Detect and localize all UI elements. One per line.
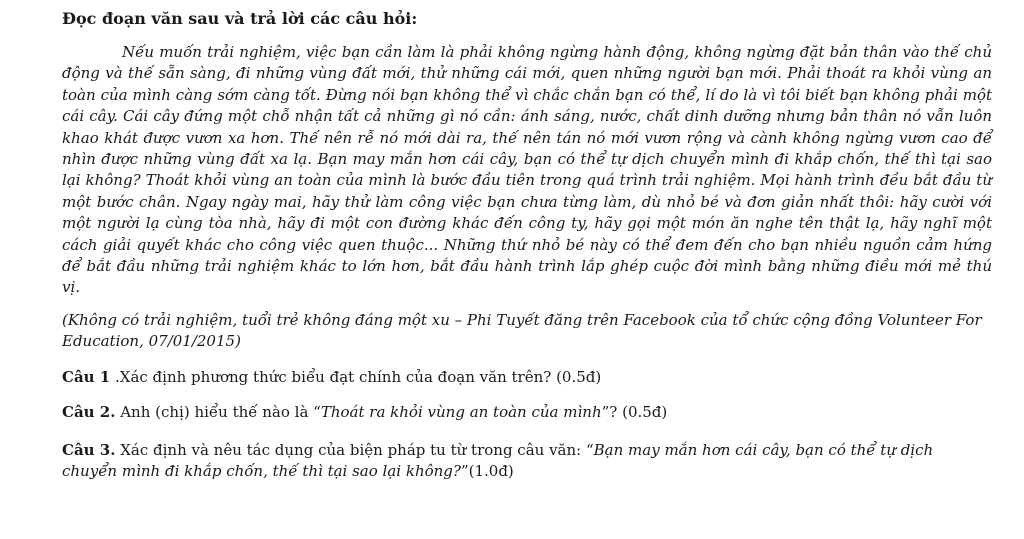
question-2-text-after: ”? (0.5đ) xyxy=(601,403,668,422)
question-2-text-before: Anh (chị) hiểu thế nào là “ xyxy=(115,403,321,422)
question-2-label: Câu 2. xyxy=(62,403,116,422)
question-1-label: Câu 1 xyxy=(62,367,111,386)
question-3-quote: Bạn may mắn hơn cái cây, bạn có thể tự dịch chuyển mình đi khắp chốn, thế thì tại sao lại không? xyxy=(62,440,934,480)
question-3 xyxy=(62,440,992,483)
question-3-text-after: ”(1.0đ) xyxy=(460,461,514,480)
question-2-quote: Thoát ra khỏi vùng an toàn của mình xyxy=(320,403,602,422)
instruction-heading: Đọc đoạn văn sau và trả lời các câu hỏi: xyxy=(62,9,418,28)
question-3-label: Câu 3. xyxy=(62,440,116,459)
question-2 xyxy=(62,402,992,423)
document-page xyxy=(62,8,992,482)
question-1 xyxy=(62,367,992,388)
passage-source: (Không có trải nghiệm, tuổi trẻ không đáng một xu – Phi Tuyết đăng trên Facebook của tổ chức cộng đồng Volunteer For Education, 07/01/2015) xyxy=(62,310,982,351)
question-1-text: .Xác định phương thức biểu đạt chính của đoạn văn trên? (0.5đ) xyxy=(110,367,602,386)
question-3-text-before: Xác định và nêu tác dụng của biện pháp tu từ trong câu văn: “ xyxy=(115,440,594,459)
reading-passage: Nếu muốn trải nghiệm, việc bạn cần làm là phải không ngừng hành động, không ngừng đặt bản thân vào thế chủ động và thế sẵn sàng, đi những vùng đất mới, thử những cái mới, quen những người bạn mới. Phải thoát ra khỏi vùng an toàn của mình càng sớm càng tốt. Đừng nói bạn không thể vì chắc chắn bạn có thể, lí do là vì tôi biết bạn không phải một cái cây. Cái cây đứng một chỗ nhận tất cả những gì nó cần: ánh sáng, nước, chất dinh dưỡng nhưng bản thân nó vẫn luôn khao khát được vươn xa hơn. Thế nên rễ nó mới dài ra, thế nên tán nó mới vươn rộng và cành không ngừng vươn cao để nhìn được những vùng đất xa lạ. Bạn may mắn hơn cái cây, bạn có thể tự dịch chuyển mình đi khắp chốn, thế thì tại sao lại không? Thoát khỏi vùng an toàn của mình là bước đầu tiên trong quá trình trải nghiệm. Mọi hành trình đều bắt đầu từ một bước chân. Ngay ngày mai, hãy thử làm công việc bạn chưa từng làm, dù nhỏ bé và đơn giản nhất thôi: hãy cười với một người lạ cùng tòa nhà, hãy đi một con đường khác đến công ty, hãy gọi một món ăn nghe tên thật lạ, hãy nghĩ một cách giải quyết khác cho công việc quen thuộc... Những thứ nhỏ bé này có thể đem đến cho bạn nhiều nguồn cảm hứng để bắt đầu những trải nghiệm khác to lớn hơn, bắt đầu hành trình lắp ghép cuộc đời mình bằng những điều mới mẻ thú vị. xyxy=(62,43,992,297)
